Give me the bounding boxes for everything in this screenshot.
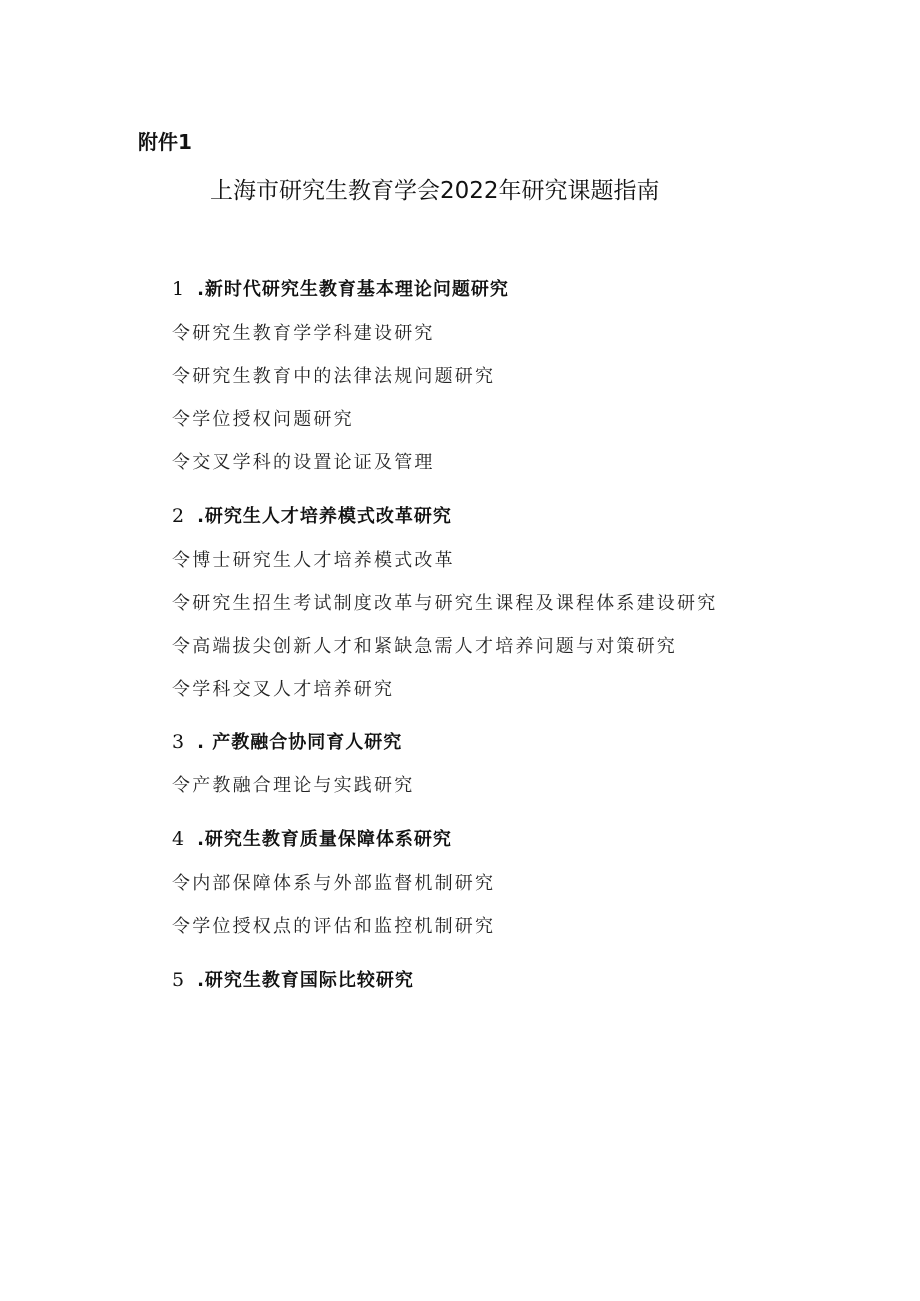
section-title: .研究生人才培养模式改革研究: [197, 506, 452, 527]
section-title: . 产教融合协同育人研究: [197, 732, 403, 753]
list-item: 令研究生教育学学科建设研究: [172, 323, 435, 344]
list-item: 令交叉学科的设置论证及管理: [172, 452, 435, 473]
attachment-label: 附件1: [138, 130, 192, 154]
list-item: 令高端拔尖创新人才和紧缺急需人才培养问题与对策研究: [172, 636, 677, 657]
section-heading-1: [172, 275, 509, 301]
list-item: 令研究生招生考试制度改革与研究生课程及课程体系建设研究: [172, 593, 718, 614]
list-item: 令学位授权点的评估和监控机制研究: [172, 916, 496, 937]
section-number: 1: [172, 278, 186, 300]
list-item: 令产教融合理论与实践研究: [172, 775, 415, 796]
list-item: 令学科交叉人才培养研究: [172, 679, 395, 700]
list-item: 令内部保障体系与外部监督机制研究: [172, 873, 496, 894]
section-heading-2: [172, 502, 452, 528]
section-title: .研究生教育国际比较研究: [197, 970, 414, 991]
list-item: 令学位授权问题研究: [172, 409, 354, 430]
section-heading-4: [172, 825, 452, 851]
document-title: 上海市研究生教育学会2022年研究课题指南: [210, 178, 660, 204]
section-title: .研究生教育质量保障体系研究: [197, 829, 452, 850]
section-number: 4: [172, 828, 186, 850]
section-title: .新时代研究生教育基本理论问题研究: [197, 279, 509, 300]
list-item: 令博士研究生人才培养模式改革: [172, 550, 455, 571]
section-number: 2: [172, 505, 186, 527]
section-number: 5: [172, 969, 186, 991]
section-number: 3: [172, 731, 186, 753]
section-heading-3: [172, 728, 402, 754]
list-item: 令研究生教育中的法律法规问题研究: [172, 366, 496, 387]
section-heading-5: [172, 966, 414, 992]
